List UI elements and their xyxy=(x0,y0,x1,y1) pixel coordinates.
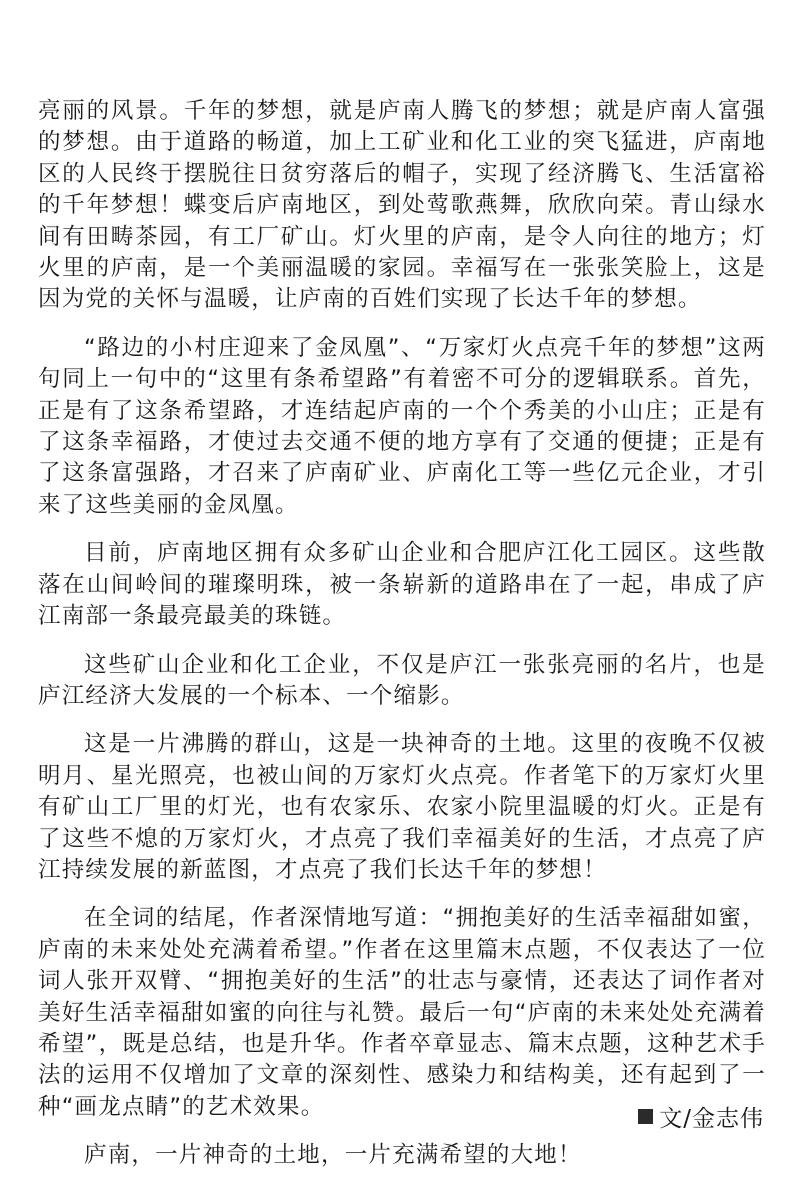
paragraph-3: 目前，庐南地区拥有众多矿山企业和合肥庐江化工园区。这些散落在山间岭间的璀璨明珠，被一条崭新的道路串在了一起，串成了庐江南部一条最亮最美的珠链。 xyxy=(38,540,766,630)
article-body xyxy=(38,96,766,1189)
author-name: 文/金志伟 xyxy=(659,1106,764,1132)
paragraph-2: “路边的小村庄迎来了金凤凰”、“万家灯火点亮千年的梦想”这两句同上一句中的“这里有条希望路”有着密不可分的逻辑联系。首先，正是有了这条希望路，才连结起庐南的一个个秀美的小山庄；正是有了这条幸福路，才使过去交通不便的地方享有了交通的便捷；正是有了这条富强路，才召来了庐南矿业、庐南化工等一些亿元企业，才引来了这些美丽的金凤凰。 xyxy=(38,334,766,518)
paragraph-1: 亮丽的风景。千年的梦想，就是庐南人腾飞的梦想；就是庐南人富强的梦想。由于道路的畅道，加上工矿业和化工业的突飞猛进，庐南地区的人民终于摆脱往日贫穷落后的帽子，实现了经济腾飞、生活富裕的千年梦想！蝶变后庐南地区，到处莺歌燕舞，欣欣向荣。青山绿水间有田畴茶园，有工厂矿山。灯火里的庐南，是令人向往的地方；灯火里的庐南，是一个美丽温暖的家园。幸福写在一张张笑脸上，这是因为党的关怀与温暖，让庐南的百姓们实现了长达千年的梦想。 xyxy=(38,98,766,313)
author-byline xyxy=(638,1100,764,1133)
paragraph-5: 这是一片沸腾的群山，这是一块神奇的土地。这里的夜晚不仅被明月、星光照亮，也被山间的万家灯火点亮。作者笔下的万家灯火里有矿山工厂里的灯光，也有农家乐、农家小院里温暖的灯火。正是有了这些不熄的万家灯火，才点亮了我们幸福美好的生活，才点亮了庐江持续发展的新蓝图，才点亮了我们长达千年的梦想！ xyxy=(38,731,766,883)
paragraph-7: 庐南，一片神奇的土地，一片充满希望的大地！ xyxy=(84,1142,582,1169)
square-bullet-icon xyxy=(638,1109,653,1124)
paragraph-6: 在全词的结尾，作者深情地写道：“拥抱美好的生活幸福甜如蜜，庐南的未来处处充满着希望。”作者在这里篇末点题，不仅表达了一位词人张开双臂、“拥抱美好的生活”的壮志与豪情，还表达了词作者对美好生活幸福甜如蜜的向往与礼赞。最后一句“庐南的未来处处充满着希望”，既是总结，也是升华。作者卒章显志、篇末点题，这种艺术手法的运用不仅增加了文章的深刻性、感染力和结构美，还有起到了一种“画龙点睛”的艺术效果。 xyxy=(38,905,766,1120)
paragraph-4: 这些矿山企业和化工企业，不仅是庐江一张张亮丽的名片，也是庐江经济大发展的一个标本、一个缩影。 xyxy=(38,651,766,709)
